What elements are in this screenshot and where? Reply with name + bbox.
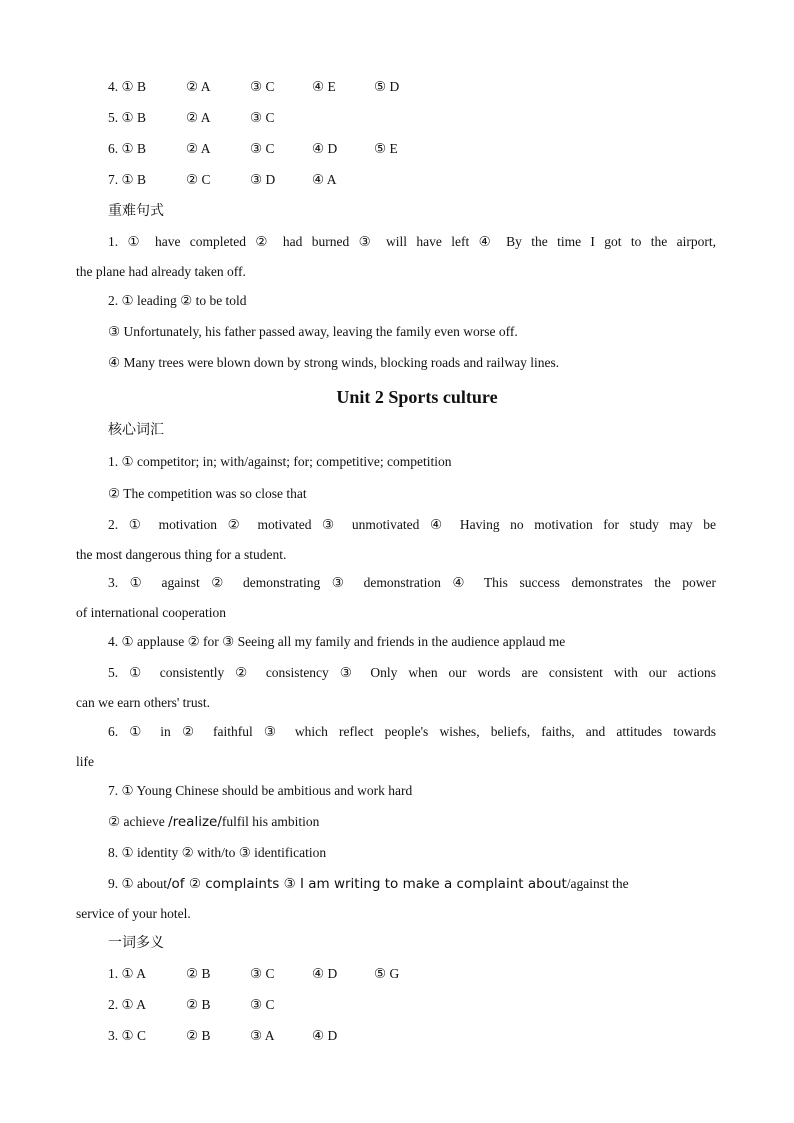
vocab-line: ② The competition was so close that [108,486,307,501]
vocab-line: service of your hotel. [76,906,191,921]
answer-row-5: 5. ① B ② A ③ C [108,110,275,125]
vocab-line: 2. ① motivation ② motivated ③ unmotivated ④ Having no motivation for study may be [108,517,716,532]
vocab-line: ② achieve /realize/fulfil his ambition [108,814,320,830]
polysemy-row-2: 2. ① A ② B ③ C [108,997,275,1012]
vocab-line: life [76,754,94,769]
sentence-answer-3: ③ Unfortunately, his father passed away, leaving the family even worse off. [108,324,518,339]
vocab-line: 3. ① against ② demonstrating ③ demonstration ④ This success demonstrates the power [108,575,716,590]
vocab-line: 1. ① competitor; in; with/against; for; competitive; competition [108,454,452,469]
sentence-answer-1: 1. ① have completed ② had burned ③ will have left ④ By the time I got to the airport, [108,234,716,249]
section-heading-polysemy: 一词多义 [108,935,164,951]
vocab-line: 5. ① consistently ② consistency ③ Only when our words are consistent with our actions [108,665,716,680]
sentence-answer-4: ④ Many trees were blown down by strong winds, blocking roads and railway lines. [108,355,560,370]
unit-title: Unit 2 Sports culture [336,387,498,407]
vocab-line: of international cooperation [76,605,226,620]
vocab-line: can we earn others' trust. [76,695,211,710]
answer-row-7: 7. ① B ② C ③ D ④ A [108,172,337,187]
vocab-line: 8. ① identity ② with/to ③ identification [108,845,327,860]
section-heading-sentences: 重难句式 [108,203,164,219]
vocab-line: 4. ① applause ② for ③ Seeing all my family and friends in the audience applaud me [108,634,566,649]
section-heading-vocab: 核心词汇 [108,422,164,438]
sentence-answer-1-cont: the plane had already taken off. [76,264,246,279]
sentence-answer-2: 2. ① leading ② to be told [108,293,247,308]
vocab-line: the most dangerous thing for a student. [76,547,287,562]
vocab-line: 9. ① about/of ② complaints ③ I am writing to make a complaint about/against the [108,876,629,892]
answer-row-4: 4. ① B ② A ③ C ④ E ⑤ D [108,79,400,94]
polysemy-row-1: 1. ① A ② B ③ C ④ D ⑤ G [108,966,400,981]
answer-row-6: 6. ① B ② A ③ C ④ D ⑤ E [108,141,398,156]
polysemy-row-3: 3. ① C ② B ③ A ④ D [108,1028,338,1043]
vocab-line: 7. ① Young Chinese should be ambitious and work hard [108,783,413,798]
vocab-line: 6. ① in ② faithful ③ which reflect people's wishes, beliefs, faiths, and attitudes towards [108,724,716,739]
